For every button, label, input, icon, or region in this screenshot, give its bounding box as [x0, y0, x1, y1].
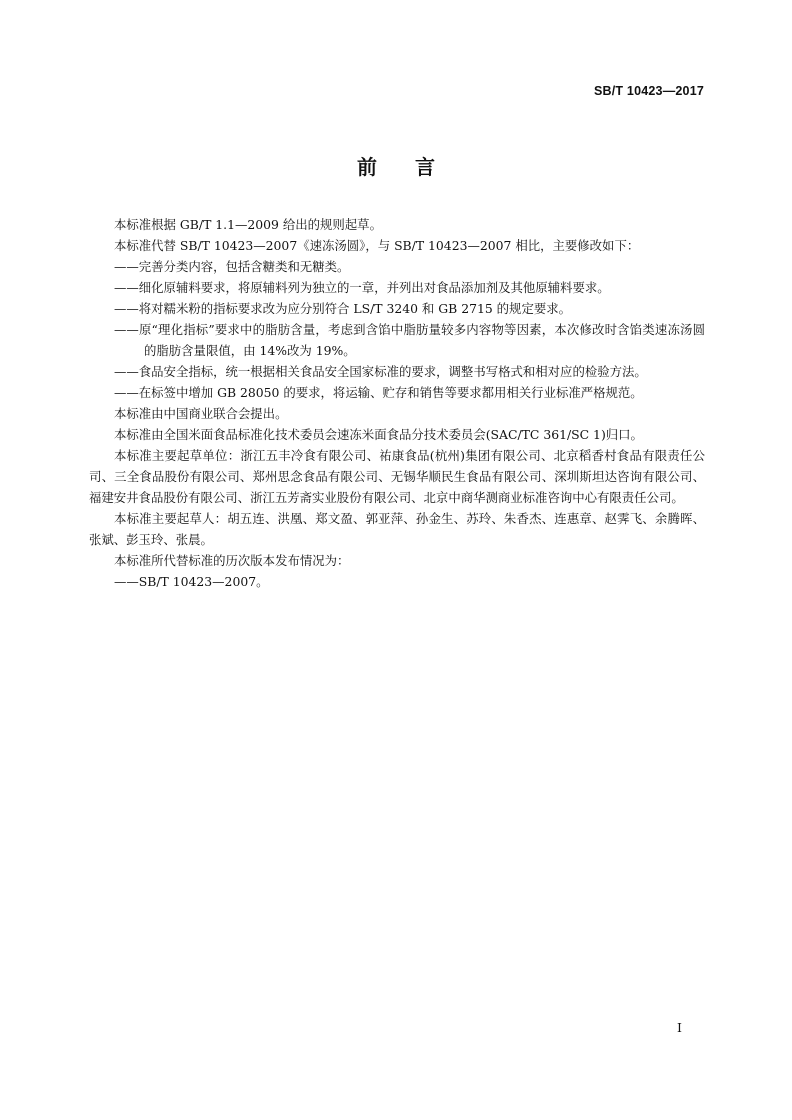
page-number: I [677, 1020, 682, 1035]
change-item: ——在标签中增加 GB 28050 的要求，将运输、贮存和销售等要求都用相关行业标准严格规范。 [114, 385, 643, 400]
change-item: ——完善分类内容，包括含糖类和无糖类。 [114, 259, 350, 274]
paragraph-proposer: 本标准由中国商业联合会提出。 [114, 406, 288, 421]
paragraph-version-history: 本标准所代替标准的历次版本发布情况为： [114, 553, 350, 568]
previous-version-item: ——SB/T 10423—2007。 [114, 574, 269, 589]
paragraph-committee: 本标准由全国米面食品标准化技术委员会速冻米面食品分技术委员会(SAC/TC 361/SC 1)归口。 [114, 427, 643, 442]
change-item: ——将对糯米粉的指标要求改为应分别符合 LS/T 3240 和 GB 2715 的规定要求。 [114, 301, 572, 316]
paragraph-drafting-rules: 本标准根据 GB/T 1.1—2009 给出的规则起草。 [114, 217, 382, 232]
document-code: SB/T 10423—2017 [593, 84, 704, 98]
foreword-body [89, 214, 705, 592]
page-title: 前言 [357, 155, 473, 179]
change-item: ——食品安全指标，统一根据相关食品安全国家标准的要求，调整书写格式和相对应的检验方法。 [114, 364, 647, 379]
change-item: ——细化原辅料要求，将原辅料列为独立的一章，并列出对食品添加剂及其他原辅料要求。 [114, 280, 610, 295]
change-item: ——原“理化指标”要求中的脂肪含量，考虑到含馅中脂肪量较多内容物等因素，本次修改时含馅类速冻汤圆的脂肪含量限值，由 14%改为 19%。 [114, 322, 705, 358]
paragraph-drafting-units: 本标准主要起草单位：浙江五丰冷食有限公司、祐康食品(杭州)集团有限公司、北京稻香村食品有限责任公司、三全食品股份有限公司、郑州思念食品有限公司、无锡华顺民生食品有限公司、深圳斯坦达咨询有限公司、福建安井食品股份有限公司、浙江五芳斋实业股份有限公司、北京中商华测商业标准咨询中心有限责任公司。 [89, 448, 705, 505]
paragraph-replacement: 本标准代替 SB/T 10423—2007《速冻汤圆》，与 SB/T 10423—2007 相比，主要修改如下： [114, 238, 640, 253]
paragraph-drafters: 本标准主要起草人：胡五连、洪凰、郑文盈、郭亚萍、孙金生、苏玲、朱香杰、连惠章、赵霁飞、余腾晖、张斌、彭玉玲、张晨。 [89, 511, 705, 547]
